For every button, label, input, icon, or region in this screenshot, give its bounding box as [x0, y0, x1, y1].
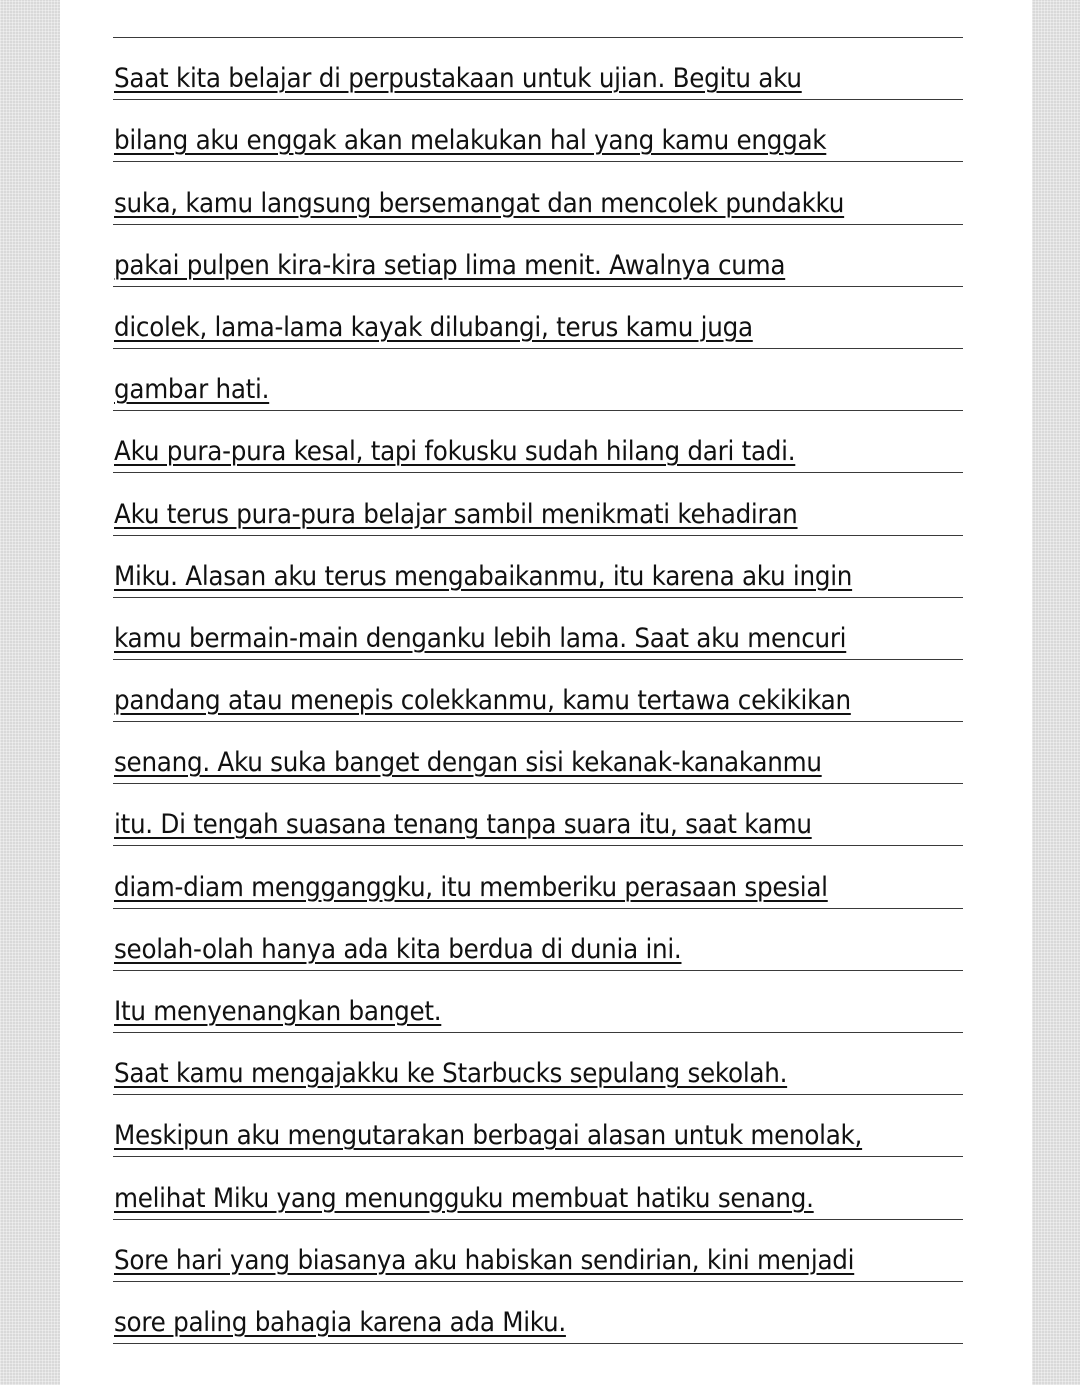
note-line — [113, 660, 963, 722]
note-line-text: pakai pulpen kira-kira setiap lima menit. Awalnya cuma — [114, 249, 786, 281]
note-line-text: gambar hati. — [114, 374, 270, 406]
note-line-text: melihat Miku yang menungguku membuat hatiku senang. — [114, 1182, 814, 1214]
note-line — [113, 38, 963, 100]
note-line-text: sore paling bahagia karena ada Miku. — [114, 1306, 566, 1338]
note-line-text: suka, kamu langsung bersemangat dan mencolek pundakku — [114, 187, 845, 219]
note-line — [113, 287, 963, 349]
note-line-text: bilang aku enggak akan melakukan hal yang kamu enggak — [114, 125, 827, 157]
note-line — [113, 1220, 963, 1282]
note-line — [113, 1282, 963, 1344]
note-line — [113, 162, 963, 224]
note-line — [113, 349, 963, 411]
handwritten-notes — [113, 38, 981, 1344]
note-line — [113, 536, 963, 598]
note-line — [113, 846, 963, 908]
note-line — [113, 411, 963, 473]
note-line — [113, 784, 963, 846]
note-line — [113, 909, 963, 971]
note-line — [113, 1157, 963, 1219]
note-line-text: Aku pura-pura kesal, tapi fokusku sudah hilang dari tadi. — [114, 436, 796, 468]
note-line — [113, 225, 963, 287]
note-line-text: Itu menyenangkan banget. — [114, 996, 442, 1027]
note-line-text: Meskipun aku mengutarakan berbagai alasan untuk menolak, — [114, 1120, 863, 1152]
note-line-text: Saat kamu mengajakku ke Starbucks sepulang sekolah. — [114, 1058, 788, 1090]
note-line — [113, 1033, 963, 1095]
note-line-text: Sore hari yang biasanya aku habiskan sendirian, kini menjadi — [114, 1244, 855, 1276]
note-line — [113, 971, 963, 1033]
note-line-text: seolah-olah hanya ada kita berdua di dunia ini. — [114, 933, 682, 965]
note-line — [113, 722, 963, 784]
note-line-text: Aku terus pura-pura belajar sambil menikmati kehadiran — [114, 498, 798, 530]
note-line-text: pandang atau menepis colekkanmu, kamu tertawa cekikikan — [114, 685, 851, 717]
note-line-text: senang. Aku suka banget dengan sisi kekanak-kanakanmu — [114, 747, 822, 779]
note-line-text: kamu bermain-main denganku lebih lama. Saat aku mencuri — [114, 622, 847, 654]
note-line — [113, 473, 963, 535]
note-line — [113, 598, 963, 660]
note-line-text: Miku. Alasan aku terus mengabaikanmu, itu karena aku ingin — [114, 560, 853, 592]
note-line-text: Saat kita belajar di perpustakaan untuk ujian. Begitu aku — [114, 63, 802, 95]
note-line-text: dicolek, lama-lama kayak dilubangi, terus kamu juga — [114, 311, 753, 343]
note-line — [113, 100, 963, 162]
note-line — [113, 1095, 963, 1157]
note-line-text: itu. Di tengah suasana tenang tanpa suara itu, saat kamu — [114, 809, 812, 841]
note-line-text: diam-diam mengganggku, itu memberiku perasaan spesial — [114, 871, 828, 903]
